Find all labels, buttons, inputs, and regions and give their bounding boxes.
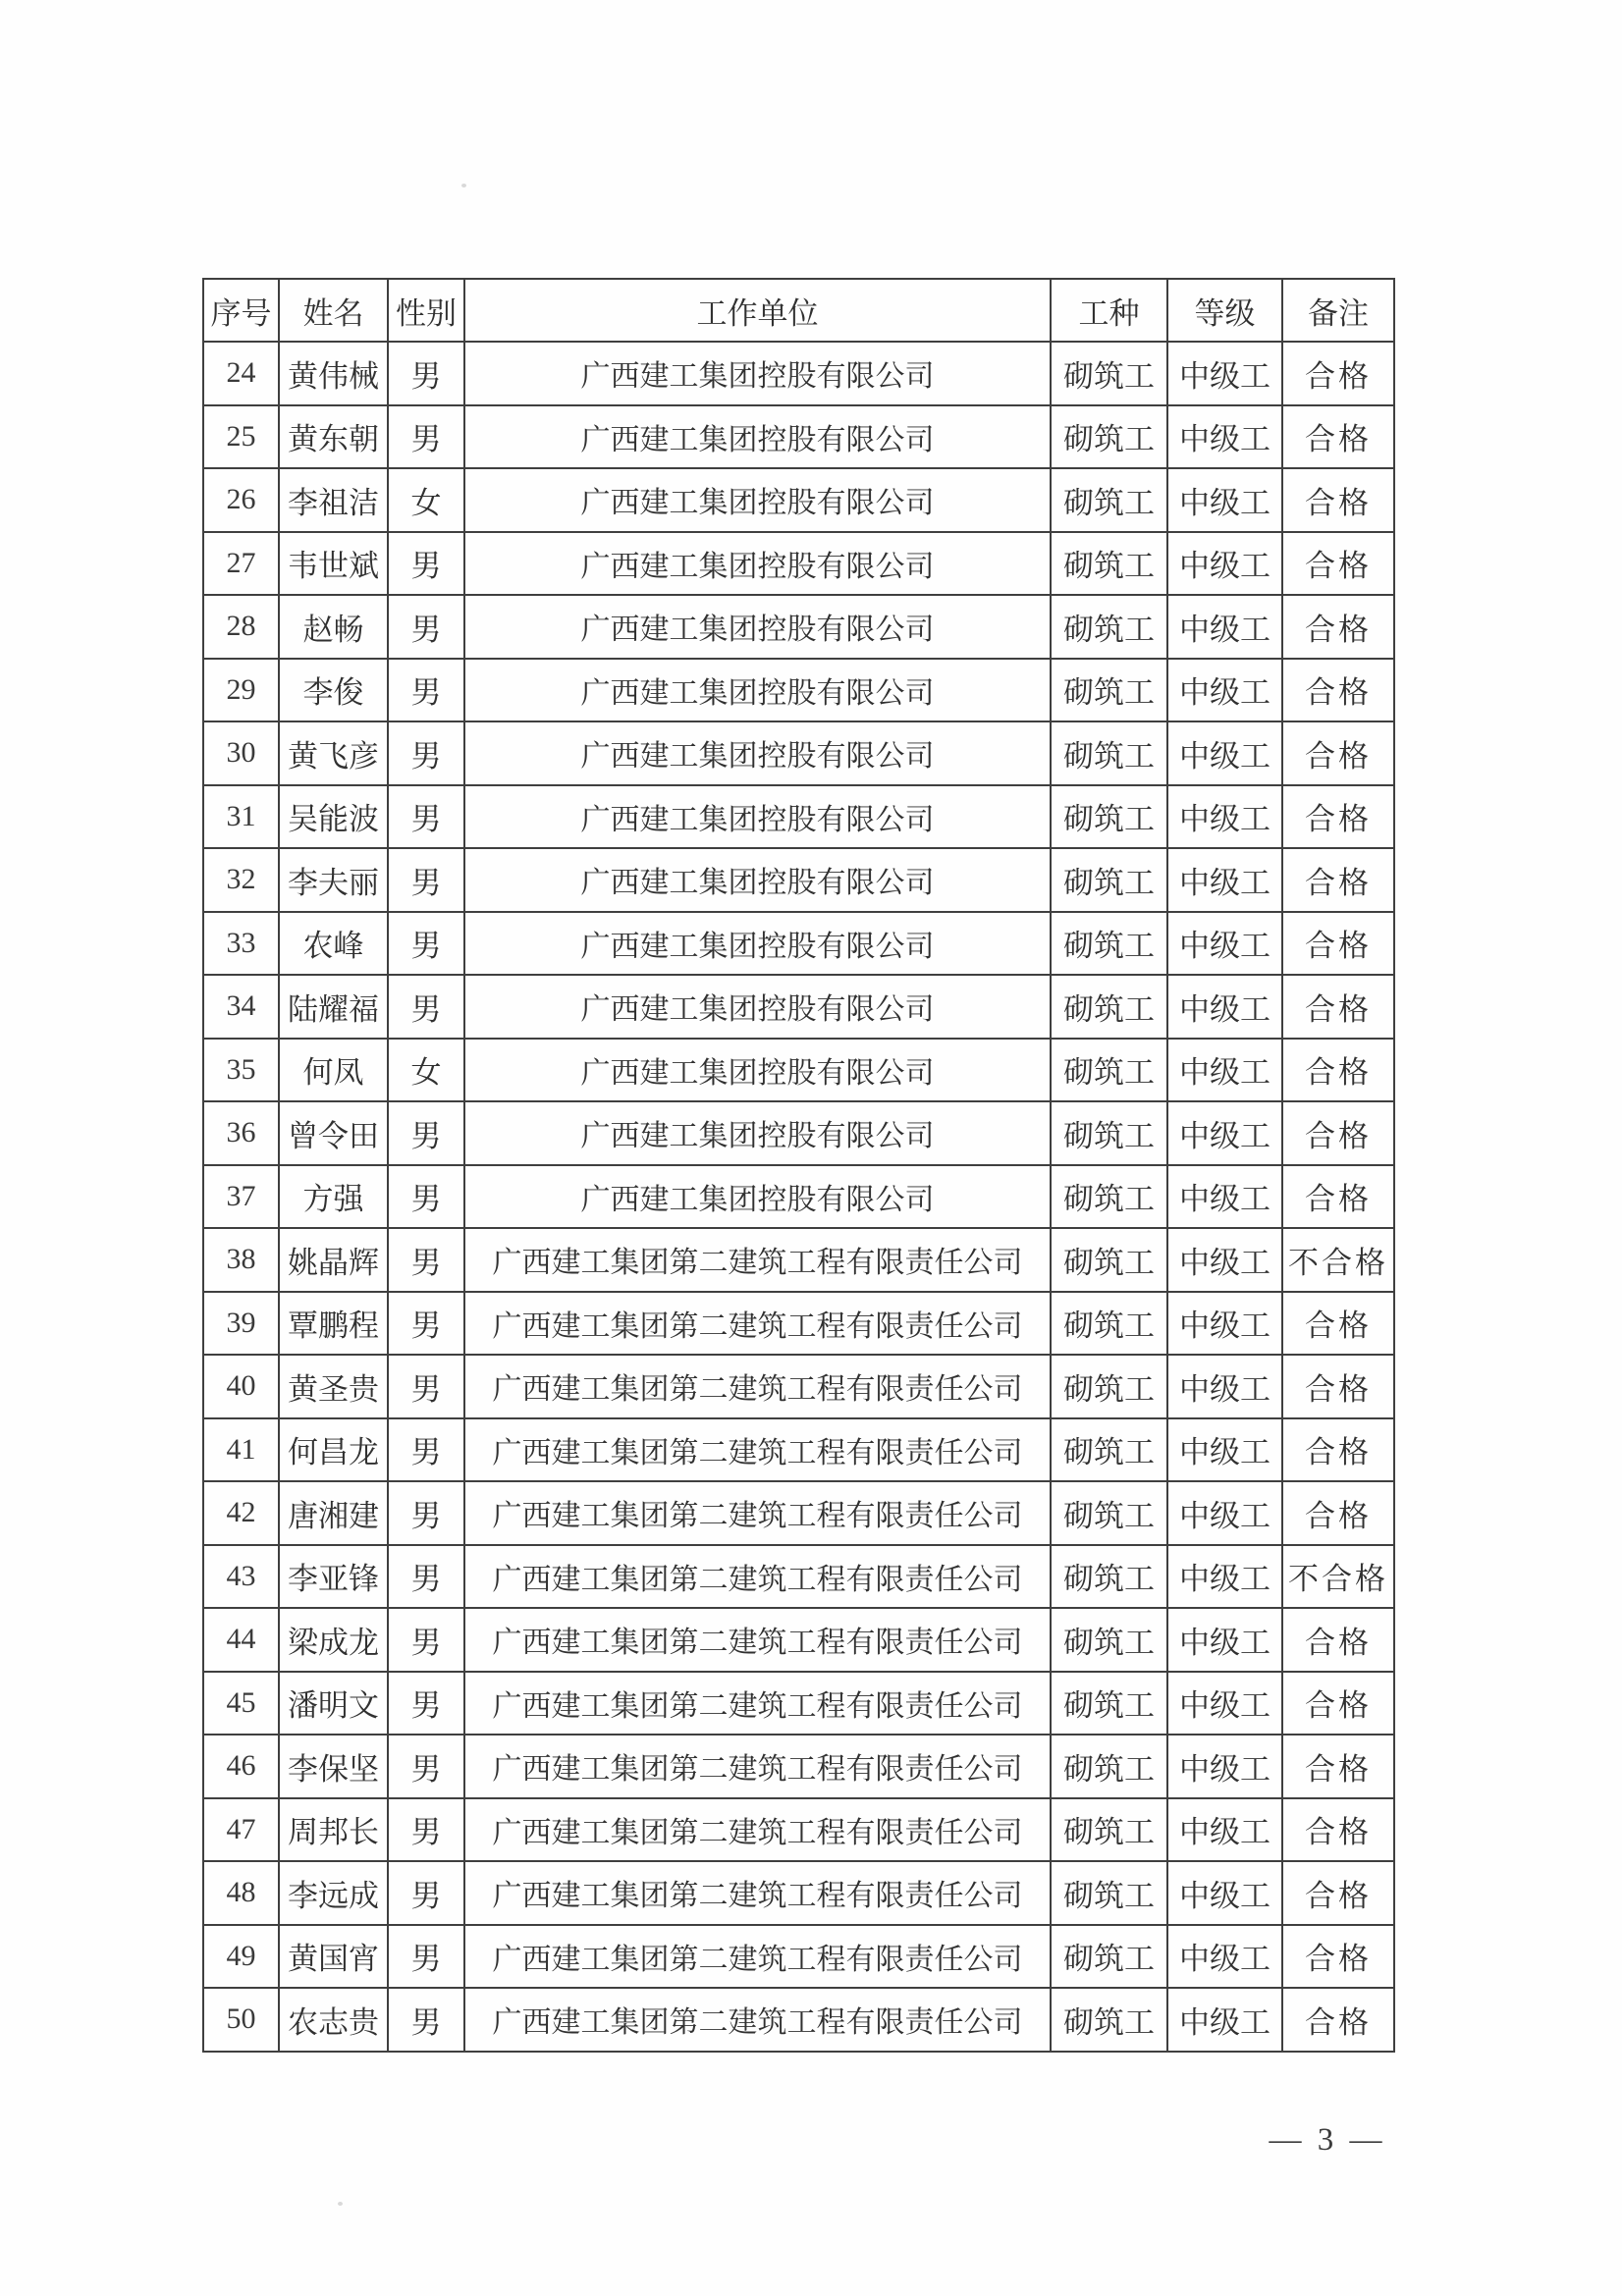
table-cell-name: 李远成 [279, 1861, 388, 1925]
table-row [203, 1355, 1394, 1418]
table-cell-company: 广西建工集团第二建筑工程有限责任公司 [464, 1608, 1051, 1672]
table-row [203, 342, 1394, 405]
table-cell-remark: 合格 [1282, 1672, 1394, 1735]
table-cell-gender: 男 [388, 595, 464, 659]
table-cell-remark: 合格 [1282, 721, 1394, 785]
table-cell-remark: 合格 [1282, 912, 1394, 976]
table-cell-level: 中级工 [1167, 1861, 1282, 1925]
table-cell-gender: 女 [388, 1039, 464, 1102]
table-cell-trade: 砌筑工 [1051, 1228, 1167, 1292]
table-cell-company: 广西建工集团第二建筑工程有限责任公司 [464, 1925, 1051, 1989]
table-cell-trade: 砌筑工 [1051, 1545, 1167, 1609]
table-cell-remark: 不合格 [1282, 1228, 1394, 1292]
table-cell-company: 广西建工集团控股有限公司 [464, 975, 1051, 1039]
table-cell-trade: 砌筑工 [1051, 468, 1167, 532]
table-cell-remark: 合格 [1282, 468, 1394, 532]
table-cell-name: 姚晶辉 [279, 1228, 388, 1292]
table-cell-name: 黄国宵 [279, 1925, 388, 1989]
table-cell-remark: 合格 [1282, 1481, 1394, 1545]
table-cell-no: 31 [203, 785, 279, 849]
table-cell-level: 中级工 [1167, 532, 1282, 596]
table-cell-no: 49 [203, 1925, 279, 1989]
table-cell-trade: 砌筑工 [1051, 1608, 1167, 1672]
column-header-trade: 工种 [1051, 279, 1167, 342]
column-header-no: 序号 [203, 279, 279, 342]
table-cell-gender: 男 [388, 1228, 464, 1292]
table-cell-name: 陆耀福 [279, 975, 388, 1039]
table-cell-remark: 合格 [1282, 1861, 1394, 1925]
table-cell-gender: 男 [388, 1988, 464, 2052]
table-cell-gender: 男 [388, 1545, 464, 1609]
table-cell-gender: 男 [388, 405, 464, 469]
table-row [203, 1608, 1394, 1672]
table-cell-trade: 砌筑工 [1051, 1735, 1167, 1798]
table-cell-level: 中级工 [1167, 342, 1282, 405]
table-cell-name: 潘明文 [279, 1672, 388, 1735]
table-cell-level: 中级工 [1167, 721, 1282, 785]
table-cell-trade: 砌筑工 [1051, 342, 1167, 405]
table-body [203, 342, 1394, 2052]
table-row [203, 785, 1394, 849]
table-cell-gender: 男 [388, 659, 464, 722]
table-row [203, 1925, 1394, 1989]
table-cell-trade: 砌筑工 [1051, 1418, 1167, 1482]
table-cell-company: 广西建工集团控股有限公司 [464, 532, 1051, 596]
table-cell-level: 中级工 [1167, 1228, 1282, 1292]
table-cell-name: 吴能波 [279, 785, 388, 849]
table-cell-gender: 男 [388, 1355, 464, 1418]
table-cell-remark: 合格 [1282, 405, 1394, 469]
table-cell-name: 曾令田 [279, 1101, 388, 1165]
table-cell-trade: 砌筑工 [1051, 848, 1167, 912]
table-cell-level: 中级工 [1167, 1672, 1282, 1735]
table-cell-no: 45 [203, 1672, 279, 1735]
table-cell-remark: 合格 [1282, 785, 1394, 849]
column-header-remark: 备注 [1282, 279, 1394, 342]
table-cell-company: 广西建工集团第二建筑工程有限责任公司 [464, 1545, 1051, 1609]
table-cell-remark: 合格 [1282, 532, 1394, 596]
table-cell-gender: 男 [388, 848, 464, 912]
table-cell-trade: 砌筑工 [1051, 1925, 1167, 1989]
table-row [203, 1672, 1394, 1735]
table-cell-remark: 合格 [1282, 1039, 1394, 1102]
table-cell-level: 中级工 [1167, 1608, 1282, 1672]
table-cell-gender: 男 [388, 785, 464, 849]
table-cell-gender: 男 [388, 912, 464, 976]
table-cell-level: 中级工 [1167, 1292, 1282, 1356]
table-cell-remark: 合格 [1282, 1165, 1394, 1229]
table-cell-no: 44 [203, 1608, 279, 1672]
table-cell-no: 28 [203, 595, 279, 659]
table-cell-trade: 砌筑工 [1051, 1292, 1167, 1356]
table-cell-gender: 男 [388, 1481, 464, 1545]
table-cell-gender: 男 [388, 1798, 464, 1862]
table-cell-no: 39 [203, 1292, 279, 1356]
table-cell-trade: 砌筑工 [1051, 912, 1167, 976]
table-cell-company: 广西建工集团第二建筑工程有限责任公司 [464, 1228, 1051, 1292]
table-cell-remark: 合格 [1282, 1418, 1394, 1482]
table-cell-no: 48 [203, 1861, 279, 1925]
table-cell-no: 27 [203, 532, 279, 596]
table-cell-trade: 砌筑工 [1051, 721, 1167, 785]
table-cell-level: 中级工 [1167, 785, 1282, 849]
table-cell-company: 广西建工集团第二建筑工程有限责任公司 [464, 1418, 1051, 1482]
table-cell-name: 黄圣贵 [279, 1355, 388, 1418]
table-cell-company: 广西建工集团控股有限公司 [464, 1165, 1051, 1229]
table-row [203, 1165, 1394, 1229]
table-cell-trade: 砌筑工 [1051, 975, 1167, 1039]
table-cell-no: 50 [203, 1988, 279, 2052]
table-row [203, 1545, 1394, 1609]
table-cell-trade: 砌筑工 [1051, 1101, 1167, 1165]
table-row [203, 1735, 1394, 1798]
column-header-name: 姓名 [279, 279, 388, 342]
table-row [203, 1798, 1394, 1862]
table-cell-company: 广西建工集团第二建筑工程有限责任公司 [464, 1861, 1051, 1925]
table-cell-company: 广西建工集团控股有限公司 [464, 848, 1051, 912]
table-cell-no: 38 [203, 1228, 279, 1292]
table-cell-name: 李亚锋 [279, 1545, 388, 1609]
table-cell-company: 广西建工集团控股有限公司 [464, 1039, 1051, 1102]
table-cell-name: 方强 [279, 1165, 388, 1229]
table-header-row [203, 279, 1394, 342]
table-cell-name: 黄飞彦 [279, 721, 388, 785]
table-cell-remark: 合格 [1282, 1355, 1394, 1418]
table-cell-gender: 男 [388, 532, 464, 596]
table-cell-no: 34 [203, 975, 279, 1039]
table-cell-gender: 男 [388, 1861, 464, 1925]
table-cell-level: 中级工 [1167, 405, 1282, 469]
table-cell-remark: 合格 [1282, 848, 1394, 912]
table-cell-no: 25 [203, 405, 279, 469]
table-cell-company: 广西建工集团控股有限公司 [464, 659, 1051, 722]
table-cell-no: 36 [203, 1101, 279, 1165]
table-cell-no: 30 [203, 721, 279, 785]
table-cell-gender: 女 [388, 468, 464, 532]
table-cell-level: 中级工 [1167, 1418, 1282, 1482]
table-cell-company: 广西建工集团控股有限公司 [464, 1101, 1051, 1165]
table-cell-company: 广西建工集团第二建筑工程有限责任公司 [464, 1735, 1051, 1798]
table-cell-gender: 男 [388, 1925, 464, 1989]
table-cell-name: 黄东朝 [279, 405, 388, 469]
table-row [203, 1101, 1394, 1165]
table-cell-trade: 砌筑工 [1051, 532, 1167, 596]
table-cell-level: 中级工 [1167, 1735, 1282, 1798]
table-cell-company: 广西建工集团控股有限公司 [464, 785, 1051, 849]
table-cell-level: 中级工 [1167, 1925, 1282, 1989]
table-cell-trade: 砌筑工 [1051, 405, 1167, 469]
table-cell-name: 赵畅 [279, 595, 388, 659]
table-cell-remark: 合格 [1282, 1925, 1394, 1989]
table-cell-remark: 不合格 [1282, 1545, 1394, 1609]
table-cell-trade: 砌筑工 [1051, 659, 1167, 722]
table-row [203, 1292, 1394, 1356]
column-header-level: 等级 [1167, 279, 1282, 342]
table-row [203, 1988, 1394, 2052]
roster-table [202, 278, 1395, 2053]
table-cell-remark: 合格 [1282, 1608, 1394, 1672]
table-cell-company: 广西建工集团第二建筑工程有限责任公司 [464, 1988, 1051, 2052]
table-cell-no: 43 [203, 1545, 279, 1609]
table-cell-trade: 砌筑工 [1051, 1861, 1167, 1925]
table-cell-level: 中级工 [1167, 595, 1282, 659]
table-cell-no: 35 [203, 1039, 279, 1102]
table-cell-level: 中级工 [1167, 1545, 1282, 1609]
table-cell-no: 33 [203, 912, 279, 976]
table-cell-remark: 合格 [1282, 659, 1394, 722]
table-cell-name: 韦世斌 [279, 532, 388, 596]
table-cell-gender: 男 [388, 1608, 464, 1672]
table-row [203, 595, 1394, 659]
table-cell-level: 中级工 [1167, 1039, 1282, 1102]
table-cell-gender: 男 [388, 1418, 464, 1482]
table-cell-company: 广西建工集团第二建筑工程有限责任公司 [464, 1672, 1051, 1735]
table-cell-level: 中级工 [1167, 1101, 1282, 1165]
table-cell-name: 黄伟械 [279, 342, 388, 405]
table-cell-level: 中级工 [1167, 1798, 1282, 1862]
table-cell-name: 李保坚 [279, 1735, 388, 1798]
page-number: — 3 — [1269, 2122, 1386, 2158]
table-cell-level: 中级工 [1167, 1165, 1282, 1229]
table-cell-no: 40 [203, 1355, 279, 1418]
table-cell-name: 周邦长 [279, 1798, 388, 1862]
table-cell-level: 中级工 [1167, 975, 1282, 1039]
table-cell-trade: 砌筑工 [1051, 1988, 1167, 2052]
table-cell-company: 广西建工集团第二建筑工程有限责任公司 [464, 1481, 1051, 1545]
table-cell-trade: 砌筑工 [1051, 1039, 1167, 1102]
table-cell-remark: 合格 [1282, 1988, 1394, 2052]
table-cell-name: 梁成龙 [279, 1608, 388, 1672]
table-cell-gender: 男 [388, 721, 464, 785]
table-cell-name: 农志贵 [279, 1988, 388, 2052]
table-cell-company: 广西建工集团控股有限公司 [464, 468, 1051, 532]
table-cell-trade: 砌筑工 [1051, 1355, 1167, 1418]
table-cell-no: 24 [203, 342, 279, 405]
table-cell-company: 广西建工集团控股有限公司 [464, 595, 1051, 659]
table-cell-gender: 男 [388, 342, 464, 405]
table-cell-name: 何凤 [279, 1039, 388, 1102]
table-cell-no: 46 [203, 1735, 279, 1798]
table-row [203, 468, 1394, 532]
table-cell-name: 何昌龙 [279, 1418, 388, 1482]
table-cell-name: 覃鹏程 [279, 1292, 388, 1356]
table-cell-remark: 合格 [1282, 1292, 1394, 1356]
table-cell-gender: 男 [388, 1101, 464, 1165]
table-cell-remark: 合格 [1282, 1735, 1394, 1798]
table-cell-company: 广西建工集团控股有限公司 [464, 342, 1051, 405]
table-cell-company: 广西建工集团控股有限公司 [464, 405, 1051, 469]
table-row [203, 1861, 1394, 1925]
table-cell-name: 李祖洁 [279, 468, 388, 532]
table-cell-gender: 男 [388, 975, 464, 1039]
column-header-company: 工作单位 [464, 279, 1051, 342]
table-cell-level: 中级工 [1167, 848, 1282, 912]
table-cell-no: 42 [203, 1481, 279, 1545]
table-cell-level: 中级工 [1167, 468, 1282, 532]
scan-speckle [338, 2202, 343, 2206]
table-cell-level: 中级工 [1167, 1481, 1282, 1545]
table-cell-remark: 合格 [1282, 342, 1394, 405]
table-cell-remark: 合格 [1282, 1798, 1394, 1862]
table-cell-level: 中级工 [1167, 659, 1282, 722]
table-row [203, 721, 1394, 785]
table-cell-name: 农峰 [279, 912, 388, 976]
table-cell-remark: 合格 [1282, 975, 1394, 1039]
table-cell-no: 29 [203, 659, 279, 722]
table-cell-no: 37 [203, 1165, 279, 1229]
table-cell-name: 李俊 [279, 659, 388, 722]
table-cell-trade: 砌筑工 [1051, 1481, 1167, 1545]
table-cell-no: 47 [203, 1798, 279, 1862]
table-cell-level: 中级工 [1167, 1988, 1282, 2052]
scan-speckle [461, 184, 466, 187]
table-cell-no: 32 [203, 848, 279, 912]
table-cell-remark: 合格 [1282, 595, 1394, 659]
table-cell-no: 41 [203, 1418, 279, 1482]
table-row [203, 975, 1394, 1039]
table-cell-company: 广西建工集团控股有限公司 [464, 721, 1051, 785]
table-row [203, 1418, 1394, 1482]
table-cell-company: 广西建工集团第二建筑工程有限责任公司 [464, 1798, 1051, 1862]
table-row [203, 1228, 1394, 1292]
table-cell-gender: 男 [388, 1292, 464, 1356]
table-cell-trade: 砌筑工 [1051, 595, 1167, 659]
column-header-gender: 性别 [388, 279, 464, 342]
table-cell-level: 中级工 [1167, 1355, 1282, 1418]
table-cell-trade: 砌筑工 [1051, 1165, 1167, 1229]
table-cell-company: 广西建工集团第二建筑工程有限责任公司 [464, 1292, 1051, 1356]
table-cell-remark: 合格 [1282, 1101, 1394, 1165]
table-cell-gender: 男 [388, 1165, 464, 1229]
table-row [203, 1039, 1394, 1102]
table-cell-name: 唐湘建 [279, 1481, 388, 1545]
table-cell-gender: 男 [388, 1672, 464, 1735]
table-row [203, 848, 1394, 912]
table-cell-no: 26 [203, 468, 279, 532]
table-cell-company: 广西建工集团控股有限公司 [464, 912, 1051, 976]
table-row [203, 405, 1394, 469]
table-row [203, 532, 1394, 596]
table-row [203, 659, 1394, 722]
table-cell-trade: 砌筑工 [1051, 1798, 1167, 1862]
table-cell-name: 李夫丽 [279, 848, 388, 912]
table-cell-level: 中级工 [1167, 912, 1282, 976]
table-cell-gender: 男 [388, 1735, 464, 1798]
table-cell-company: 广西建工集团第二建筑工程有限责任公司 [464, 1355, 1051, 1418]
table-row [203, 1481, 1394, 1545]
table-cell-trade: 砌筑工 [1051, 785, 1167, 849]
table-row [203, 912, 1394, 976]
table-header [203, 279, 1394, 342]
table-cell-trade: 砌筑工 [1051, 1672, 1167, 1735]
